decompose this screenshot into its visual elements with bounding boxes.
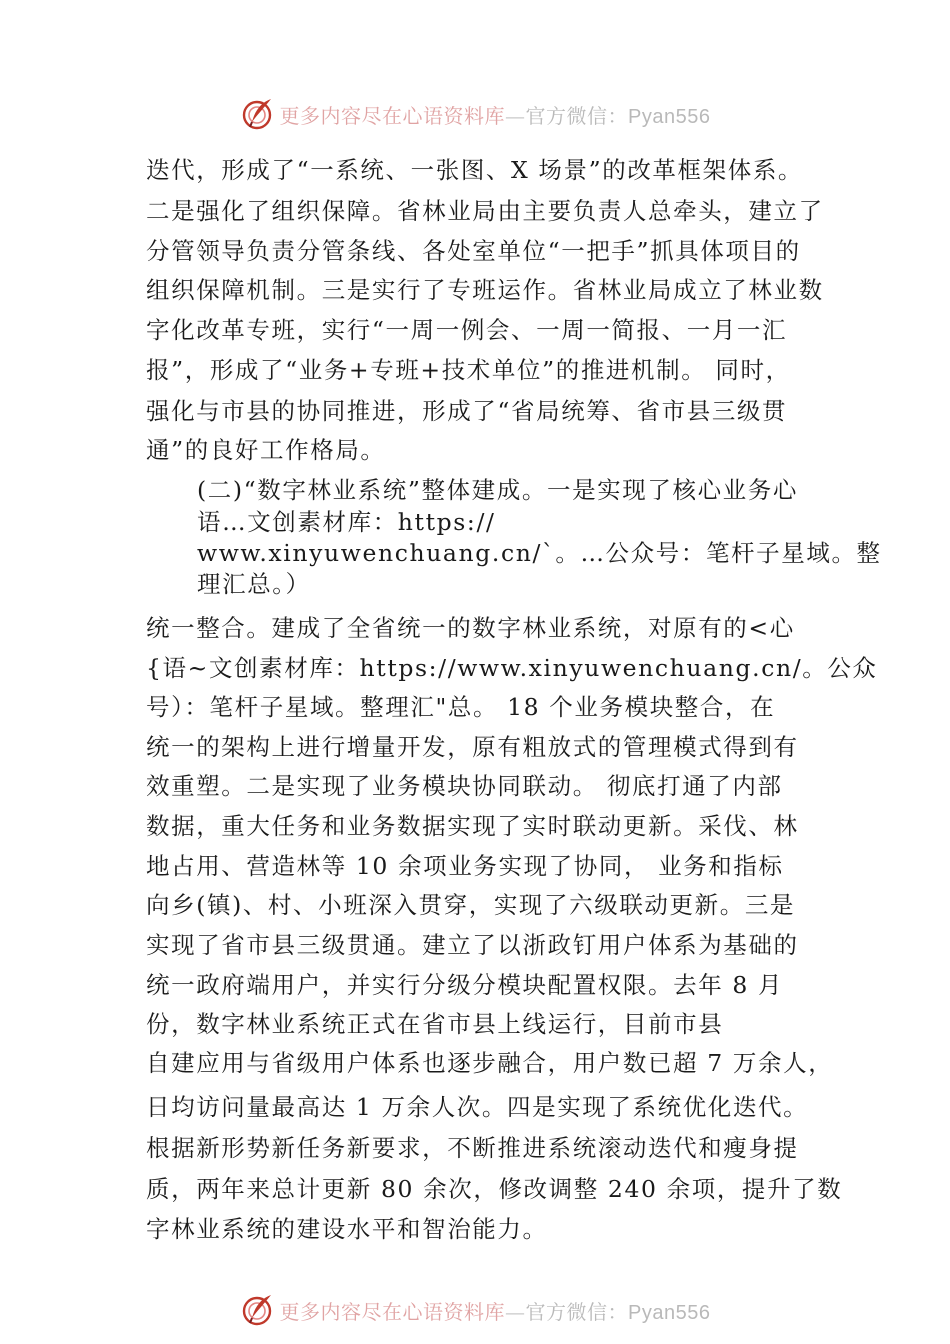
body-line: 向乡(镇)、村、小班深入贯穿，实现了六级联动更新。三是	[146, 891, 796, 919]
footer-banner	[0, 1290, 950, 1330]
body-line: 份，数字林业系统正式在省市县上线运行，目前市县	[146, 1010, 724, 1038]
body-line: 统一的架构上进行增量开发，原有粗放式的管理模式得到有	[146, 733, 799, 761]
banner-title: 更多内容尽在心语资料库	[279, 1299, 506, 1324]
body-line: 组织保障机制。三是实行了专班运作。省林业局成立了林业数	[146, 276, 824, 304]
body-line: 字化改革专班，实行“一周一例会、一周一简报、一月一汇	[146, 316, 788, 344]
body-line: 统一整合。建成了全省统一的数字林业系统，对原有的<心	[146, 614, 795, 642]
body-line: (二)“数字林业系统”整体建成。一是实现了核心业务心	[197, 476, 798, 504]
body-line: 号）：笔杆子星域。整理汇"总。 18 个业务模块整合，在	[146, 693, 776, 721]
body-line: 实现了省市县三级贯通。建立了以浙政钉用户体系为基础的	[146, 931, 799, 959]
body-line: 日均访问量最高达 1 万余人次。四是实现了系统优化迭代。	[146, 1093, 809, 1121]
body-line: 自建应用与省级用户体系也逐步融合，用户数已超 7 万余人，	[146, 1049, 834, 1077]
body-line: 语…文创素材库：https://	[197, 508, 496, 536]
body-line: 通”的良好工作格局。	[146, 436, 386, 464]
quill-logo-icon	[240, 96, 276, 132]
banner-separator: —	[505, 1299, 526, 1324]
body-line: 根据新形势新任务新要求，不断推进系统滚动迭代和瘦身提	[146, 1134, 799, 1162]
banner-text	[280, 100, 711, 129]
body-line: www.xinyuwenchuang.cn/`。…公众号：笔杆子星域。整	[197, 539, 882, 567]
body-line: 二是强化了组织保障。省林业局由主要负责人总牵头，建立了	[146, 197, 824, 225]
body-line: 迭代，形成了“一系统、一张图、X 场景”的改革框架体系。	[146, 156, 804, 184]
body-line: 统一政府端用户，并实行分级分模块配置权限。去年 8 月	[146, 971, 784, 999]
banner-title: 更多内容尽在心语资料库	[279, 103, 506, 128]
banner-wechat: 官方微信：Pyan556	[525, 1301, 711, 1324]
header-banner	[0, 94, 950, 134]
body-line: 效重塑。二是实现了业务模块协同联动。 彻底打通了内部	[146, 772, 783, 800]
body-line: 理汇总。）	[197, 570, 311, 598]
body-line: 强化与市县的协同推进，形成了“省局统筹、省市县三级贯	[146, 397, 788, 425]
banner-wechat: 官方微信：Pyan556	[525, 105, 711, 128]
body-line: 质，两年来总计更新 80 余次，修改调整 240 余项，提升了数	[146, 1175, 843, 1203]
body-line: {语~文创素材库：https://www.xinyuwenchuang.cn/。公众	[146, 654, 878, 682]
body-line: 分管领导负责分管条线、各处室单位“一把手”抓具体项目的	[146, 237, 801, 265]
body-line: 报”，形成了“业务+专班+技术单位”的推进机制。 同时，	[146, 356, 791, 384]
body-line: 字林业系统的建设水平和智治能力。	[146, 1215, 548, 1243]
banner-text	[280, 1296, 711, 1325]
banner-separator: —	[505, 103, 526, 128]
quill-logo-icon	[240, 1292, 276, 1328]
body-line: 数据，重大任务和业务数据实现了实时联动更新。采伐、林	[146, 812, 799, 840]
body-line: 地占用、营造林等 10 余项业务实现了协同， 业务和指标	[146, 852, 784, 880]
